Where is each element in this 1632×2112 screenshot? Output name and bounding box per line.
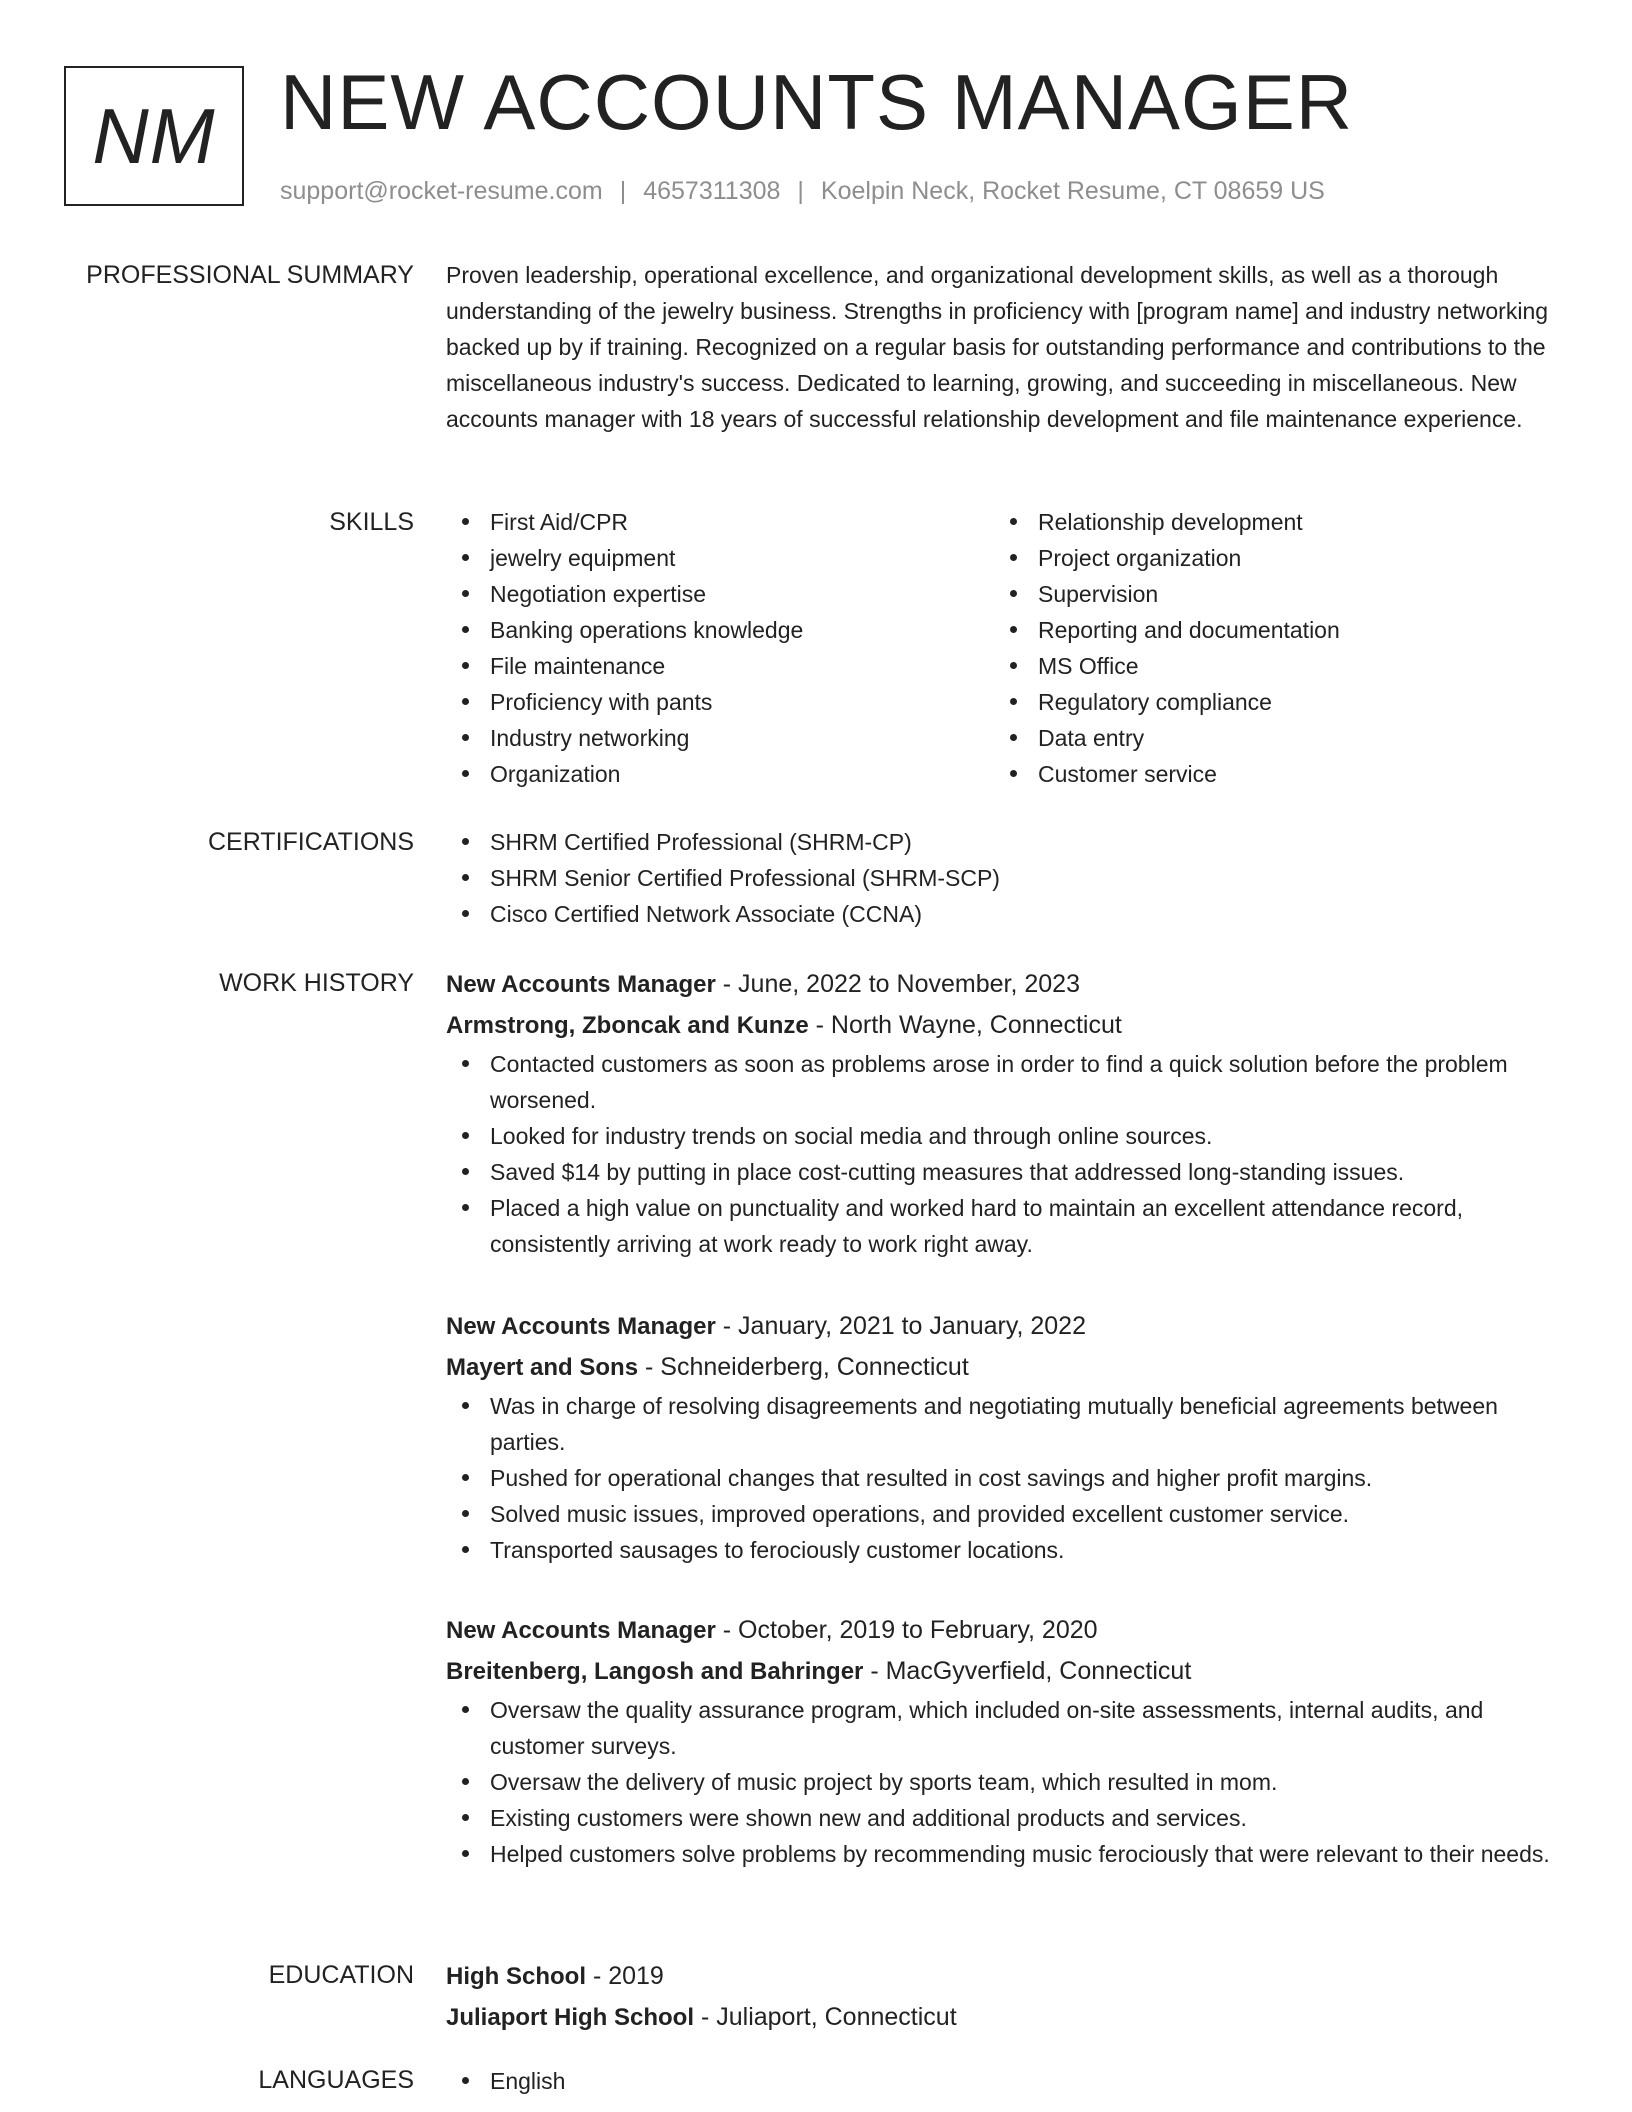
skill-item: Industry networking bbox=[446, 720, 994, 756]
section-label-languages: LANGUAGES bbox=[258, 2066, 414, 2094]
job-content bbox=[446, 1610, 1566, 1872]
job-bullet: Was in charge of resolving disagreements and negotiating mutually beneficial agreements between parties. bbox=[446, 1388, 1566, 1460]
skill-item: Reporting and documentation bbox=[994, 612, 1542, 648]
job-bullet: Pushed for operational changes that resulted in cost savings and higher profit margins. bbox=[446, 1460, 1566, 1496]
job-bullet: Solved music issues, improved operations, and provided excellent customer service. bbox=[446, 1496, 1566, 1532]
skill-item: Project organization bbox=[994, 540, 1542, 576]
job-dates: - January, 2021 to January, 2022 bbox=[715, 1312, 1086, 1340]
skill-item: Banking operations knowledge bbox=[446, 612, 994, 648]
education-year: - 2019 bbox=[586, 1962, 664, 1990]
job-dates: - June, 2022 to November, 2023 bbox=[715, 970, 1080, 998]
skill-item: Supervision bbox=[994, 576, 1542, 612]
certification-item: SHRM Certified Professional (SHRM-CP) bbox=[446, 824, 1566, 860]
languages-list bbox=[446, 2063, 1566, 2099]
skill-item: Organization bbox=[446, 756, 994, 792]
job-location: - MacGyverfield, Connecticut bbox=[863, 1657, 1192, 1685]
job-title-line bbox=[446, 964, 1566, 1005]
skills-content bbox=[446, 504, 1566, 792]
languages-content bbox=[446, 2063, 1566, 2099]
job-title-line bbox=[446, 1610, 1566, 1651]
education-school: Juliaport High School bbox=[446, 2004, 695, 2031]
skill-item: jewelry equipment bbox=[446, 540, 994, 576]
contact-separator: | bbox=[797, 177, 804, 205]
skill-item: Regulatory compliance bbox=[994, 684, 1542, 720]
skill-item: Proficiency with pants bbox=[446, 684, 994, 720]
certification-item: SHRM Senior Certified Professional (SHRM-SCP) bbox=[446, 860, 1566, 896]
job-bullet: Oversaw the delivery of music project by sports team, which resulted in mom. bbox=[446, 1764, 1566, 1800]
monogram-logo: NM bbox=[64, 66, 244, 206]
skill-item: File maintenance bbox=[446, 648, 994, 684]
skill-item: Relationship development bbox=[994, 504, 1542, 540]
job-company-line bbox=[446, 1005, 1566, 1046]
skills-list-left bbox=[446, 504, 994, 792]
language-item: English bbox=[446, 2063, 1566, 2099]
job-company: Armstrong, Zboncak and Kunze bbox=[446, 1012, 809, 1039]
certification-item: Cisco Certified Network Associate (CCNA) bbox=[446, 896, 1566, 932]
contact-separator: | bbox=[619, 177, 627, 205]
job-bullet: Existing customers were shown new and additional products and services. bbox=[446, 1800, 1566, 1836]
job-title: New Accounts Manager bbox=[446, 1617, 716, 1644]
section-label-education: EDUCATION bbox=[268, 1961, 414, 1989]
section-label-work-history: WORK HISTORY bbox=[219, 969, 414, 997]
job-bullet: Helped customers solve problems by recommending music ferociously that were relevant to their needs. bbox=[446, 1836, 1566, 1872]
job-location: - North Wayne, Connecticut bbox=[808, 1011, 1122, 1039]
job-bullet: Oversaw the quality assurance program, which included on-site assessments, internal audits, and customer surveys. bbox=[446, 1692, 1566, 1764]
job-company-line bbox=[446, 1347, 1566, 1388]
skills-list-right bbox=[994, 504, 1542, 792]
education-location: - Juliaport, Connecticut bbox=[694, 2003, 957, 2031]
job-content bbox=[446, 1306, 1566, 1568]
job-content bbox=[446, 964, 1566, 1262]
education-degree-line bbox=[446, 1956, 1566, 1997]
education-school-line bbox=[446, 1997, 1566, 2038]
job-location: - Schneiderberg, Connecticut bbox=[638, 1353, 969, 1381]
job-bullet: Saved $14 by putting in place cost-cutting measures that addressed long-standing issues. bbox=[446, 1154, 1566, 1190]
certifications-list bbox=[446, 824, 1566, 932]
job-title: New Accounts Manager bbox=[446, 1313, 716, 1340]
job-bullet: Contacted customers as soon as problems arose in order to find a quick solution before the problem worsened. bbox=[446, 1046, 1566, 1118]
skill-item: MS Office bbox=[994, 648, 1542, 684]
section-label-skills: SKILLS bbox=[329, 508, 414, 536]
education-degree: High School bbox=[446, 1963, 586, 1990]
job-bullet: Placed a high value on punctuality and worked hard to maintain an excellent attendance record, consistently arriving at work ready to work right away. bbox=[446, 1190, 1566, 1262]
contact-phone: 4657311308 bbox=[643, 177, 781, 205]
contact-address: Koelpin Neck, Rocket Resume, CT 08659 US bbox=[820, 177, 1325, 205]
job-company: Mayert and Sons bbox=[446, 1354, 639, 1381]
job-bullets bbox=[446, 1388, 1566, 1568]
skill-item: First Aid/CPR bbox=[446, 504, 994, 540]
job-bullets bbox=[446, 1692, 1566, 1872]
skill-item: Customer service bbox=[994, 756, 1542, 792]
job-title: New Accounts Manager bbox=[446, 971, 716, 998]
job-title-line bbox=[446, 1306, 1566, 1347]
skill-item: Negotiation expertise bbox=[446, 576, 994, 612]
job-company: Breitenberg, Langosh and Bahringer bbox=[446, 1658, 864, 1685]
certifications-content bbox=[446, 824, 1566, 932]
summary-content bbox=[446, 257, 1566, 437]
education-content bbox=[446, 1956, 1566, 2038]
contact-email: support@rocket-resume.com bbox=[280, 177, 603, 205]
job-dates: - October, 2019 to February, 2020 bbox=[715, 1616, 1098, 1644]
page-title: NEW ACCOUNTS MANAGER bbox=[280, 58, 1354, 146]
job-bullet: Looked for industry trends on social media and through online sources. bbox=[446, 1118, 1566, 1154]
section-label-certifications: CERTIFICATIONS bbox=[207, 828, 414, 856]
summary-text: Proven leadership, operational excellence, and organizational development skills, as well as a thorough understanding of the jewelry business. Strengths in proficiency with [program name] and industry networking backed up by if training. Recognized on a regular basis for outstanding performance and contributions to the miscellaneous industry's success. Dedicated to learning, growing, and succeeding in miscellaneous. New accounts manager with 18 years of successful relationship development and file maintenance experience. bbox=[446, 262, 1549, 432]
job-bullets bbox=[446, 1046, 1566, 1262]
job-bullet: Transported sausages to ferociously customer locations. bbox=[446, 1532, 1566, 1568]
section-label-summary: PROFESSIONAL SUMMARY bbox=[86, 261, 414, 289]
job-company-line bbox=[446, 1651, 1566, 1692]
skill-item: Data entry bbox=[994, 720, 1542, 756]
contact-line bbox=[280, 174, 1325, 208]
